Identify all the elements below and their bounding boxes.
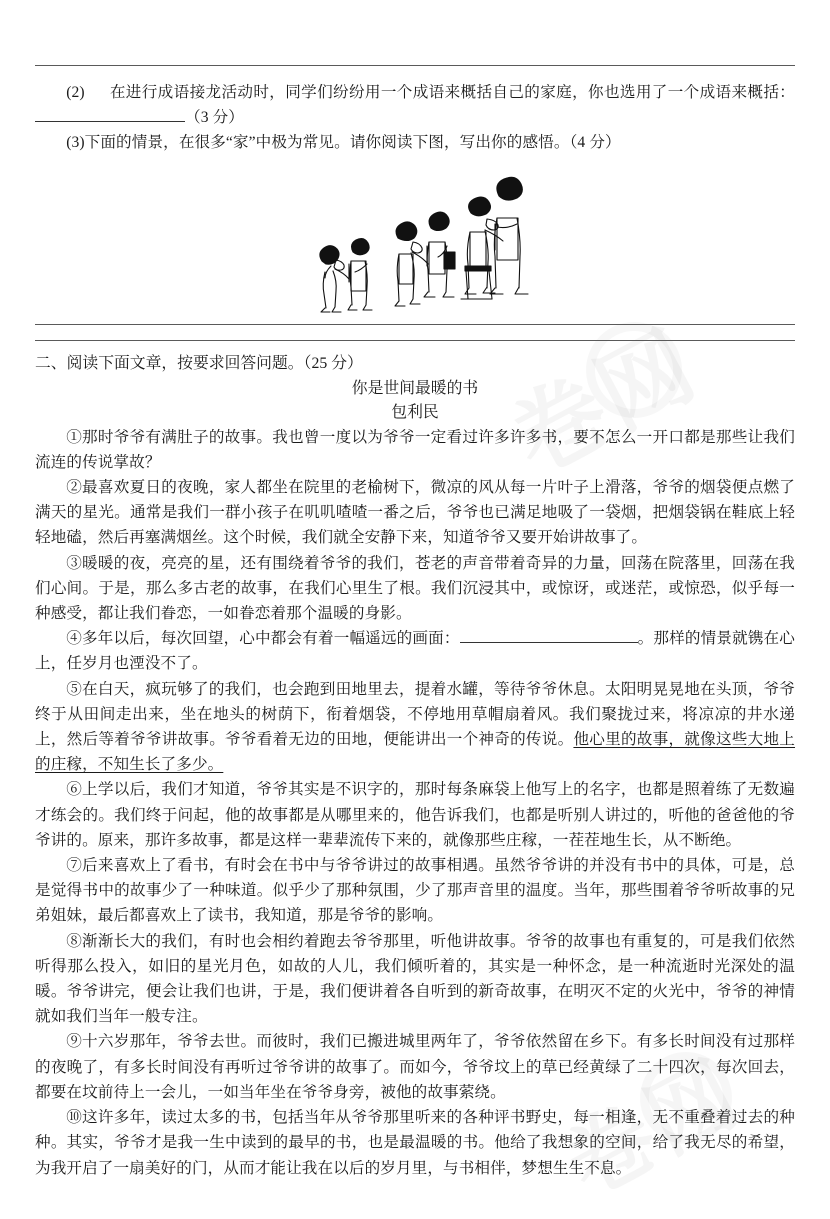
question-2-number: (2) — [66, 84, 85, 101]
paragraph-text: 十六岁那年，爷爷去世。而彼时，我们已搬进城里两年了，爷爷依然留在乡下。有多长时间没有过那样的夜晚了，有多长时间没有再听过爷爷讲的故事了。而如今，爷爷坟上的草已经黄绿了二十四次，每次回去，都要在坟前待上一会儿，一如当年坐在爷爷身旁，被他的故事萦绕。 — [35, 1033, 795, 1101]
paragraph-marker: ⑩ — [66, 1109, 83, 1127]
article-paragraph — [35, 475, 795, 551]
paragraph-text: 在白天，疯玩够了的我们，也会跑到田地里去，提着水罐，等待爷爷休息。太阳明晃晃地在头顶，爷爷终于从田间走出来，坐在地头的树荫下，衔着烟袋，不停地用草帽扇着风。我们聚拢过来，将凉凉的井水递上，然后等着爷爷讲故事。爷爷看着无边的田地，便能讲出一个神奇的传说。 — [35, 680, 795, 749]
article-paragraph — [35, 777, 795, 853]
article-paragraph — [35, 1105, 795, 1181]
paragraph-text-before-blank: 多年以后，每次回望，心中都会有着一幅遥远的画面： — [81, 630, 460, 648]
paragraph-text: 那时爷爷有满肚子的故事。我也曾一度以为爷爷一定看过许多许多书，要不怎么一开口都是那些让我们流连的传说掌故？ — [35, 428, 795, 471]
underlined-sentence: 他心里的故事，就像这些大地上的庄稼，不知生长了多少。 — [35, 731, 796, 774]
question-2-score: （3 分） — [185, 109, 244, 127]
article-paragraph — [35, 929, 795, 1030]
paragraph-text-after-blank: 。那样的情景就镌在心上，任岁月也湮没不了。 — [35, 630, 795, 673]
question-2-text: 在进行成语接龙活动时，同学们纷纷用一个成语来概括自己的家庭，你也选用了一个成语来概括： — [109, 84, 795, 101]
question-3-text: 下面的情景，在很多“家”中极为常见。请你阅读下图，写出你的感悟。（4 分） — [84, 134, 621, 152]
article-paragraph — [35, 853, 795, 929]
paragraph-marker: ② — [66, 479, 83, 497]
article-paragraph-underlined — [35, 677, 795, 778]
page-content — [35, 0, 795, 1181]
paragraph-marker: ⑤ — [66, 680, 83, 698]
paragraph-4-answer-blank[interactable] — [460, 642, 638, 643]
question-2-answer-blank[interactable] — [35, 121, 185, 122]
article-paragraph — [35, 1029, 795, 1105]
reading-section-heading: 二、阅读下面文章，按要求回答问题。（25 分） — [35, 354, 363, 372]
paragraph-text: 这许多年，读过太多的书，包括当年从爷爷那里听来的各种评书野史，每一相逢，无不重叠着过去的种种。其实，爷爷才是我一生中读到的最早的书，也是最温暖的书。他给了我想象的空间，给了我无尽的希望，为我开启了一扇美好的门，从而才能让我在以后的岁月里，与书相伴，梦想生生不息。 — [35, 1109, 795, 1177]
paragraph-text: 最喜欢夏日的夜晚，家人都坐在院里的老榆树下，微凉的风从每一片叶子上滑落，爷爷的烟袋便点燃了满天的星光。通常是我们一群小孩子在叽叽喳喳一番之后，爷爷也已满足地吸了一袋烟，把烟袋锅在鞋底上轻轻地磕，然后再塞满烟丝。这个时候，我们就全安静下来，知道爷爷又要开始讲故事了。 — [35, 479, 795, 547]
article-paragraph-with-blank — [35, 626, 795, 676]
paragraph-text: 暖暖的夜，亮亮的星，还有围绕着爷爷的我们，苍老的声音带着奇异的力量，回荡在院落里，回荡在我们心间。于是，那么多古老的故事，在我们心里生了根。我们沉浸其中，或惊讶，或迷茫，或惊恐，似乎每一种感受，都让我们眷恋，一如眷恋着那个温暖的身影。 — [35, 554, 795, 623]
paragraph-marker: ⑥ — [66, 781, 83, 799]
article-paragraph — [35, 425, 795, 475]
paragraph-marker: ⑦ — [66, 857, 83, 875]
question-3-number: (3) — [66, 134, 85, 152]
paragraph-text: 后来喜欢上了看书，有时会在书中与爷爷讲过的故事相遇。虽然爷爷讲的并没有书中的具体，可是，总是觉得书中的故事少了一种味道。似乎少了那种氛围，少了那声音里的温度。当年，那些围着爷爷听故事的兄弟姐妹，最后都喜欢上了读书，我知道，那是爷爷的影响。 — [35, 857, 795, 925]
paragraph-marker: ⑧ — [66, 932, 83, 950]
paragraph-marker: ③ — [66, 554, 83, 572]
article-title: 你是世间最暖的书 — [351, 379, 479, 397]
three-pairs-parent-child-line-drawing-icon — [295, 166, 535, 314]
paragraph-marker: ⑨ — [66, 1033, 83, 1051]
article-author: 包利民 — [391, 403, 439, 421]
paragraph-text: 渐渐长大的我们，有时也会相约着跑去爷爷那里，听他讲故事。爷爷的故事也有重复的，可是我们依然听得那么投入，如旧的星光月色，如故的人儿，我们倾听着的，其实是一种怀念，是一种流逝时光深处的温暖。爷爷讲完，便会让我们也讲，于是，我们便讲着各自听到的新奇故事，在明灭不定的火光中，爷爷的神情就如我们当年一般专注。 — [35, 932, 795, 1026]
paragraph-text: 上学以后，我们才知道，爷爷其实是不识字的，那时每条麻袋上他写上的名字，也都是照着练了无数遍才练会的。我们终于问起，他的故事都是从哪里来的，他告诉我们，也都是听别人讲过的，听他的爸爸他的爷爷讲的。原来，那许多故事，都是这样一辈辈流传下来的，就像那些庄稼，一茬茬地生长，从不断绝。 — [35, 781, 795, 849]
illustration-container — [35, 162, 795, 314]
question-2 — [35, 80, 795, 130]
article-paragraph — [35, 551, 795, 627]
question-3 — [35, 130, 795, 155]
paragraph-marker: ④ — [66, 630, 82, 648]
paragraph-marker: ① — [66, 428, 83, 446]
